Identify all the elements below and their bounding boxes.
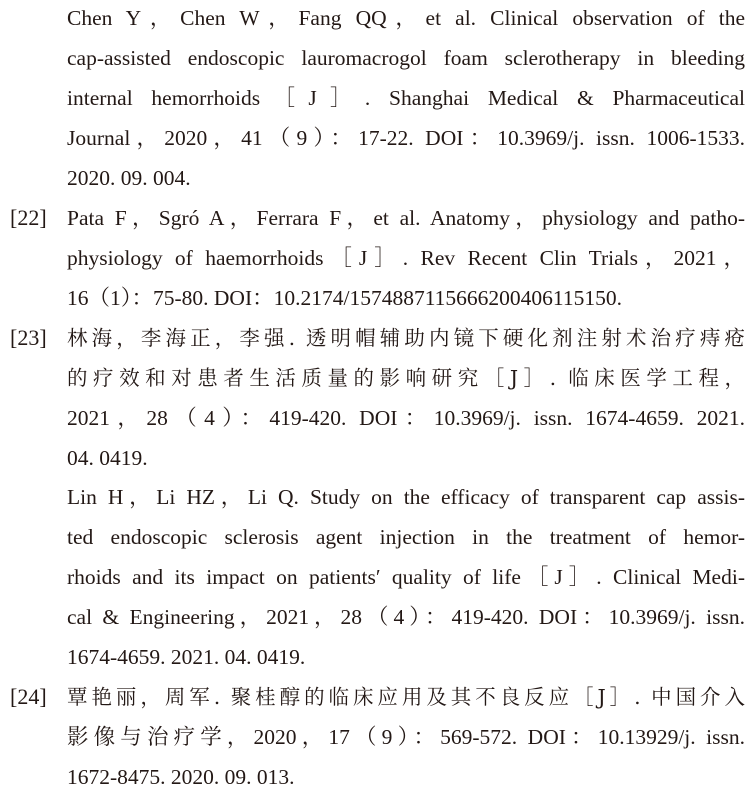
reference-line: 04. 0419.	[67, 446, 148, 470]
reference-22	[0, 198, 745, 318]
reference-line: 林海，李海正，李强. 透明帽辅助内镜下硬化剂注射术治疗痔疮	[67, 326, 745, 350]
reference-line: 覃艳丽，周军. 聚桂醇的临床应用及其不良反应［J］. 中国介入	[67, 685, 745, 709]
reference-23-english	[0, 477, 745, 677]
reference-number: [23]	[10, 325, 47, 350]
reference-line: 1674-4659. 2021. 04. 0419.	[67, 645, 306, 669]
reference-line: Pata F，Sgró A，Ferrara F，et al. Anatomy，physiology and patho-	[67, 206, 745, 230]
reference-24	[0, 677, 745, 797]
reference-line: physiology of haemorrhoids［J］. Rev Recent Clin Trials，2021，	[67, 246, 745, 270]
reference-line: 16（1）：75-80. DOI：10.2174/1574887115666200406115150.	[67, 286, 623, 310]
reference-21-english	[0, 0, 745, 198]
reference-line: Chen Y，Chen W，Fang QQ，et al. Clinical observation of the	[67, 6, 745, 30]
reference-line: 影像与治疗学，2020，17（9）：569-572. DOI：10.13929/j. issn.	[67, 725, 745, 749]
reference-line: 2021，28（4）：419-420. DOI：10.3969/j. issn. 1674-4659. 2021.	[67, 406, 745, 430]
reference-number: [22]	[10, 205, 47, 230]
reference-line: cal & Engineering，2021，28（4）：419-420. DOI：10.3969/j. issn.	[67, 605, 745, 629]
reference-line: ted endoscopic sclerosis agent injection in the treatment of hemor-	[67, 525, 745, 549]
reference-line: Journal，2020，41（9）：17-22. DOI：10.3969/j. issn. 1006-1533.	[67, 126, 745, 150]
reference-line: internal hemorrhoids［J］. Shanghai Medical & Pharmaceutical	[67, 86, 745, 110]
reference-line: 1672-8475. 2020. 09. 013.	[67, 765, 295, 789]
reference-line: cap-assisted endoscopic lauromacrogol foam sclerotherapy in bleeding	[67, 46, 745, 70]
reference-line: 2020. 09. 004.	[67, 166, 191, 190]
reference-23	[0, 318, 745, 478]
reference-number: [24]	[10, 684, 47, 709]
reference-line: 的疗效和对患者生活质量的影响研究［J］. 临床医学工程，	[67, 366, 745, 390]
reference-line: Lin H，Li HZ，Li Q. Study on the efficacy of transparent cap assis-	[67, 485, 745, 509]
reference-line: rhoids and its impact on patients′ quality of life［J］. Clinical Medi-	[67, 565, 745, 589]
